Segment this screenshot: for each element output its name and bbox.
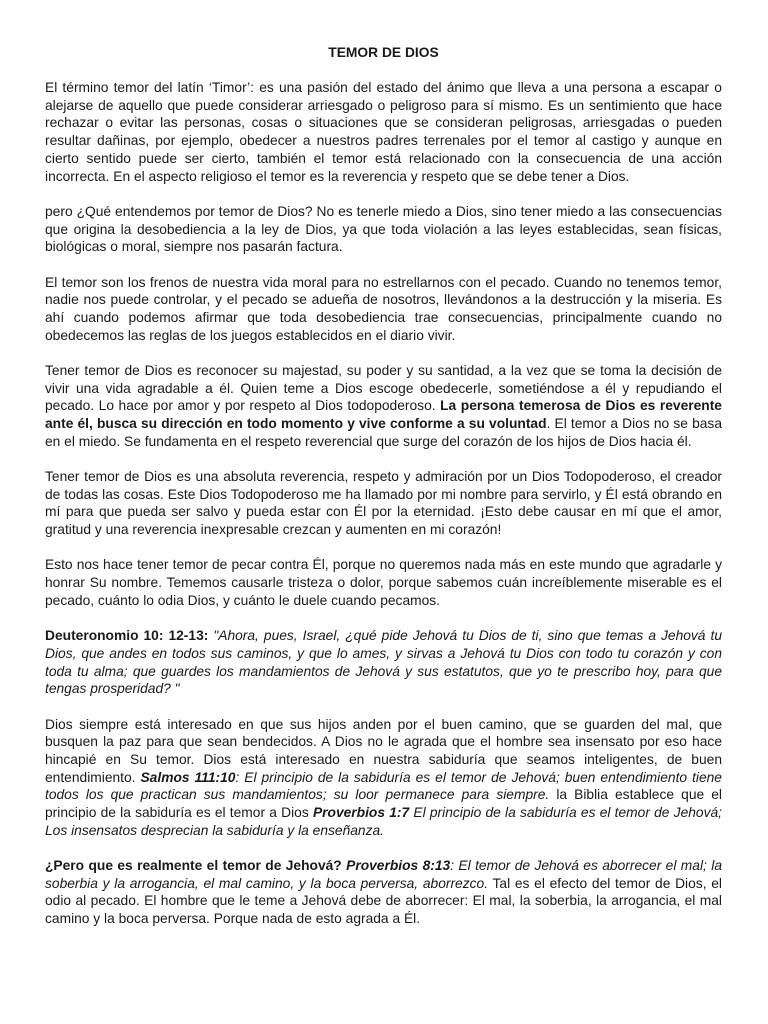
paragraph-text: . El temor a Dios no se basa en el miedo. Se fundamenta en el respeto reverencial que surge del corazón de los hijos de Dios hacia él. [45,416,722,449]
scripture-quote: : El principio de la sabiduría es el temor de Jehová; buen entendimiento tiene todos los que practican sus mandamientos; su loor permanece para siempre. [45,769,722,803]
paragraph-text: Tal es el efecto del temor de Dios, el odio al pecado. El hombre que le teme a Jehová debe de aborrecer: El mal, la soberbia, la arrogancia, el mal camino y la boca perversa. Porque nada de esto agrada a Él. [45,875,722,927]
paragraph-majesty [45,362,722,451]
scripture-reference: Deuteronomio 10: 12-13: [45,628,209,644]
bold-statement: La persona temerosa de Dios es reverente ante él, busca su dirección en todo momento y vive conforme a su voluntad [45,398,722,432]
paragraph-wisdom [45,716,722,840]
paragraph-text: Tener temor de Dios es reconocer su majestad, su poder y su santidad, a la vez que se toma la decisión de vivir una vida agradable a él. Quien teme a Dios escoge obedecerle, sometiéndose a él y repudiando el pecado. Lo hace por amor y por respeto al Dios todopoderoso. [45,362,722,414]
paragraph-reverence: Tener temor de Dios es una absoluta reverencia, respeto y admiración por un Dios Todopoderoso, el creador de todas las cosas. Este Dios Todopoderoso me ha llamado por mi nombre para servirlo, y Él está obrando en mí para que pueda ser salvo y pueda estar con Él por la eternidad. ¡Esto debe causar en mí que el amor, gratitud y una reverencia inexpresable crezcan y aumenten en mi corazón! [45,469,722,538]
scripture-quote: El principio de la sabiduría es el temor de Jehová; Los insensatos desprecian la sabiduría y la enseñanza. [45,805,722,838]
paragraph-deuteronomy [45,627,722,698]
paragraph-proverbs [45,857,722,928]
document-title: TEMOR DE DIOS [328,45,439,60]
scripture-reference: Proverbios 8:13 [346,858,451,874]
paragraph-question: pero ¿Qué entendemos por temor de Dios? No es tenerle miedo a Dios, sino tener miedo a las consecuencias que origina la desobediencia a la ley de Dios, ya que toda violación a las leyes establecidas, sean físicas, biológicas o moral, siempre nos pasarán factura. [45,203,722,255]
bold-question: ¿Pero que es realmente el temor de Jehová? [45,858,347,874]
paragraph-text: Dios siempre está interesado en que sus hijos anden por el buen camino, que se guarden del mal, que busquen la paz para que sean bendecidos. A Dios no le agrada que el hombre sea insensato por eso hace hincapié en Su temor. Dios está interesado en nuestra sabiduría que seamos inteligentes, de buen entendimiento. [45,716,722,785]
document-page [45,44,722,945]
scripture-reference: Proverbios 1:7 [312,805,410,821]
scripture-reference: Salmos 111:10 [140,769,236,785]
paragraph-moral-brakes: El temor son los frenos de nuestra vida moral para no estrellarnos con el pecado. Cuando no tenemos temor, nadie nos puede controlar, y el pecado se adueña de nosotros, llevándonos a la destrucción y la miseria. Es ahí cuando podemos afirmar que toda desobediencia trae consecuencias, principalmente cuando no obedecemos las reglas de los juegos establecidos en el diario vivir. [45,274,722,343]
paragraph-fear-of-sin: Esto nos hace tener temor de pecar contra Él, porque no queremos nada más en este mundo que agradarle y honrar Su nombre. Tememos causarle tristeza o dolor, porque sabemos cuán increíblemente miserable es el pecado, cuánto lo odia Dios, y cuánto le duele cuando pecamos. [45,557,722,608]
scripture-quote: : El temor de Jehová es aborrecer el mal; la soberbia y la arrogancia, el mal camino, y la boca perversa, aborrezco. [45,858,722,891]
paragraph-definition: El término temor del latín ‘Timor’: es una pasión del estado del ánimo que lleva a una persona a escapar o alejarse de aquello que puede considerar arriesgado o peligroso para sí mismo. Es un sentimiento que hace rechazar o evitar las personas, cosas o situaciones que se consideran peligrosas, arriesgadas o pueden resultar dañinas, por ejemplo, obedecer a nuestros padres terrenales por el temor al castigo y aunque en cierto sentido puede ser cierto, también el temor está relacionado con la consecuencia de una acción incorrecta. En el aspecto religioso el temor es la reverencia y respeto que se debe tener a Dios. [45,80,722,184]
scripture-quote: "Ahora, pues, Israel, ¿qué pide Jehová tu Dios de ti, sino que temas a Jehová tu Dios, que andes en todos sus caminos, y que lo ames, y sirvas a Jehová tu Dios con todo tu corazón y con toda tu alma; que guardes los mandamientos de Jehová y sus estatutos, que yo te prescribo hoy, para que tengas prosperidad? " [45,628,722,697]
paragraph-text: la Biblia establece que el principio de la sabiduría es el temor a Dios [45,787,722,821]
